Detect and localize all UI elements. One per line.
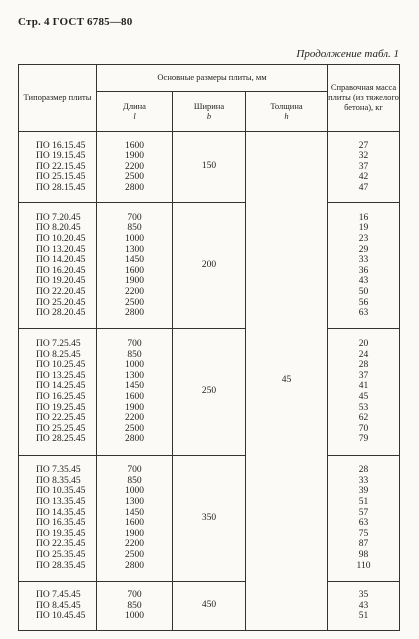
- type-designation: ПО 8.25.45: [36, 349, 81, 360]
- type-list: [19, 337, 97, 447]
- mass-value: 43: [358, 276, 369, 287]
- length-list: [97, 211, 173, 321]
- length-value: 1300: [125, 244, 144, 255]
- type-designation: ПО 8.45.45: [36, 600, 81, 611]
- length-value: 1900: [125, 276, 144, 287]
- type-designation: ПО 7.35.45: [36, 465, 81, 476]
- length-list: [97, 337, 173, 447]
- length-value: 1450: [125, 507, 144, 518]
- mass-value: 24: [358, 349, 369, 360]
- mass-value: 28: [358, 465, 369, 476]
- size-group: [19, 337, 400, 447]
- group-separator: [19, 195, 400, 203]
- length-list: [97, 140, 173, 195]
- size-group: [19, 589, 400, 622]
- group-spacer: [19, 455, 400, 463]
- mass-value: 62: [358, 413, 369, 424]
- length-value: 2200: [125, 413, 144, 424]
- thickness-cell: 45: [246, 132, 328, 631]
- mass-value: 98: [358, 550, 369, 561]
- header-thickness-label: Толщина: [270, 100, 303, 111]
- mass-value: 70: [358, 423, 369, 434]
- type-designation: ПО 10.45.45: [36, 611, 86, 622]
- mass-value: 29: [358, 244, 369, 255]
- length-list: [97, 589, 173, 622]
- type-designation: ПО 25.25.45: [36, 423, 86, 434]
- mass-value: 37: [358, 370, 369, 381]
- type-designation: ПО 25.15.45: [36, 172, 86, 183]
- header-type: Типоразмер плиты: [19, 65, 97, 132]
- length-value: 1450: [125, 381, 144, 392]
- mass-value: 45: [358, 392, 369, 402]
- type-designation: ПО 16.35.45: [36, 518, 86, 529]
- mass-value: 57: [358, 507, 369, 518]
- type-designation: ПО 13.35.45: [36, 497, 86, 508]
- length-value: 2500: [125, 297, 144, 308]
- mass-list: [328, 211, 400, 321]
- dimensions-table: [18, 64, 400, 631]
- length-value: 1000: [125, 486, 144, 497]
- mass-value: 36: [358, 265, 369, 276]
- type-designation: ПО 13.25.45: [36, 370, 86, 381]
- header-thickness: [246, 92, 328, 132]
- mass-list: [328, 140, 400, 195]
- length-list: [97, 463, 173, 573]
- length-value: 850: [127, 475, 142, 486]
- size-group: [19, 463, 400, 573]
- header-length-label: Длина: [123, 100, 146, 111]
- mass-value: 63: [358, 308, 369, 319]
- length-value: 2800: [125, 182, 144, 193]
- header-width: [173, 92, 246, 132]
- type-designation: ПО 22.15.45: [36, 161, 86, 172]
- type-list: [19, 140, 97, 195]
- length-value: 1000: [125, 611, 144, 622]
- mass-value: 32: [358, 151, 369, 162]
- group-separator: [19, 447, 400, 455]
- group-spacer: [19, 203, 400, 211]
- mass-list: [328, 337, 400, 447]
- type-designation: ПО 16.20.45: [36, 265, 86, 276]
- header-thickness-symbol: h: [284, 110, 289, 121]
- mass-value: 19: [358, 223, 369, 234]
- length-value: 1000: [125, 233, 144, 244]
- type-designation: ПО 7.45.45: [36, 590, 81, 601]
- length-value: 2800: [125, 434, 144, 445]
- mass-list: [328, 463, 400, 573]
- mass-value: 75: [358, 528, 369, 539]
- mass-value: 28: [358, 360, 369, 371]
- type-designation: ПО 19.25.45: [36, 402, 86, 413]
- group-spacer: [19, 329, 400, 337]
- mass-value: 87: [358, 539, 369, 550]
- mass-value: 16: [358, 212, 369, 223]
- type-list: [19, 589, 97, 622]
- length-value: 1600: [125, 392, 144, 402]
- mass-value: 39: [358, 486, 369, 497]
- mass-value: 33: [358, 475, 369, 486]
- group-separator: [19, 623, 400, 631]
- size-group: [19, 211, 400, 321]
- length-value: 700: [127, 339, 142, 350]
- mass-list: [328, 589, 400, 622]
- type-designation: ПО 16.15.45: [36, 140, 86, 151]
- mass-value: 27: [358, 140, 369, 151]
- mass-value: 63: [358, 518, 369, 529]
- type-designation: ПО 13.20.45: [36, 244, 86, 255]
- length-value: 1300: [125, 370, 144, 381]
- type-designation: ПО 8.35.45: [36, 475, 81, 486]
- type-designation: ПО 28.15.45: [36, 182, 86, 193]
- page-header: Стр. 4 ГОСТ 6785—80: [18, 16, 133, 28]
- type-list: [19, 463, 97, 573]
- group-spacer: [19, 132, 400, 140]
- type-designation: ПО 14.20.45: [36, 255, 86, 266]
- group-separator: [19, 321, 400, 329]
- length-value: 2500: [125, 550, 144, 561]
- mass-value: 37: [358, 161, 369, 172]
- mass-value: 33: [358, 255, 369, 266]
- header-mass: Справочная масса плиты (из тяжелого бетона), кг: [328, 65, 400, 132]
- header-width-label: Ширина: [193, 100, 225, 111]
- header-width-symbol: b: [206, 110, 212, 121]
- length-value: 1450: [125, 255, 144, 266]
- type-designation: ПО 8.20.45: [36, 223, 81, 234]
- length-value: 1600: [125, 140, 144, 151]
- type-designation: ПО 19.15.45: [36, 151, 86, 162]
- type-list: [19, 211, 97, 321]
- length-value: 2800: [125, 560, 144, 571]
- type-designation: ПО 22.20.45: [36, 286, 86, 297]
- mass-value: 53: [358, 402, 369, 413]
- mass-value: 56: [358, 297, 369, 308]
- mass-value: 51: [358, 611, 369, 622]
- length-value: 1600: [125, 265, 144, 276]
- length-value: 1000: [125, 360, 144, 371]
- type-designation: ПО 19.35.45: [36, 528, 86, 539]
- type-designation: ПО 10.20.45: [36, 233, 86, 244]
- type-designation: ПО 28.25.45: [36, 434, 86, 445]
- length-value: 850: [127, 600, 142, 611]
- type-designation: ПО 10.35.45: [36, 486, 86, 497]
- type-designation: ПО 28.35.45: [36, 560, 86, 571]
- length-value: 2200: [125, 539, 144, 550]
- mass-value: 20: [358, 339, 369, 350]
- group-spacer: [19, 581, 400, 589]
- type-designation: ПО 14.25.45: [36, 381, 86, 392]
- mass-value: 41: [358, 381, 369, 392]
- table-body: [19, 132, 400, 631]
- group-separator: [19, 573, 400, 581]
- length-value: 1900: [125, 402, 144, 413]
- length-value: 2800: [125, 308, 144, 319]
- length-value: 1900: [125, 528, 144, 539]
- table-continuation-caption: Продолжение табл. 1: [296, 48, 399, 60]
- length-value: 700: [127, 212, 142, 223]
- type-designation: ПО 7.20.45: [36, 212, 81, 223]
- length-value: 2200: [125, 286, 144, 297]
- length-value: 1300: [125, 497, 144, 508]
- type-designation: ПО 7.25.45: [36, 339, 81, 350]
- header-length: [97, 92, 173, 132]
- mass-value: 47: [358, 182, 369, 193]
- type-designation: ПО 16.25.45: [36, 392, 86, 402]
- length-value: 1900: [125, 151, 144, 162]
- type-designation: ПО 22.35.45: [36, 539, 86, 550]
- length-value: 2500: [125, 172, 144, 183]
- mass-value: 23: [358, 233, 369, 244]
- type-designation: ПО 25.35.45: [36, 550, 86, 561]
- size-group: [19, 140, 400, 195]
- type-designation: ПО 25.20.45: [36, 297, 86, 308]
- width-cell: 200: [173, 211, 246, 321]
- length-value: 2200: [125, 161, 144, 172]
- header-length-symbol: l: [133, 110, 136, 121]
- length-value: 700: [127, 590, 142, 601]
- mass-value: 50: [358, 286, 369, 297]
- width-cell: 250: [173, 337, 246, 447]
- mass-value: 110: [356, 560, 371, 571]
- type-designation: ПО 28.20.45: [36, 308, 86, 319]
- mass-value: 35: [358, 590, 369, 601]
- type-designation: ПО 19.20.45: [36, 276, 86, 287]
- width-cell: 450: [173, 589, 246, 622]
- mass-value: 42: [358, 172, 369, 183]
- header-main-dims: Основные размеры плиты, мм: [97, 65, 328, 92]
- type-designation: ПО 22.25.45: [36, 413, 86, 424]
- mass-value: 79: [358, 434, 369, 445]
- mass-value: 43: [358, 600, 369, 611]
- width-cell: 150: [173, 140, 246, 195]
- length-value: 850: [127, 349, 142, 360]
- length-value: 1600: [125, 518, 144, 529]
- type-designation: ПО 14.35.45: [36, 507, 86, 518]
- type-designation: ПО 10.25.45: [36, 360, 86, 371]
- width-cell: 350: [173, 463, 246, 573]
- mass-value: 51: [358, 497, 369, 508]
- length-value: 700: [127, 465, 142, 476]
- length-value: 2500: [125, 423, 144, 434]
- length-value: 850: [127, 223, 142, 234]
